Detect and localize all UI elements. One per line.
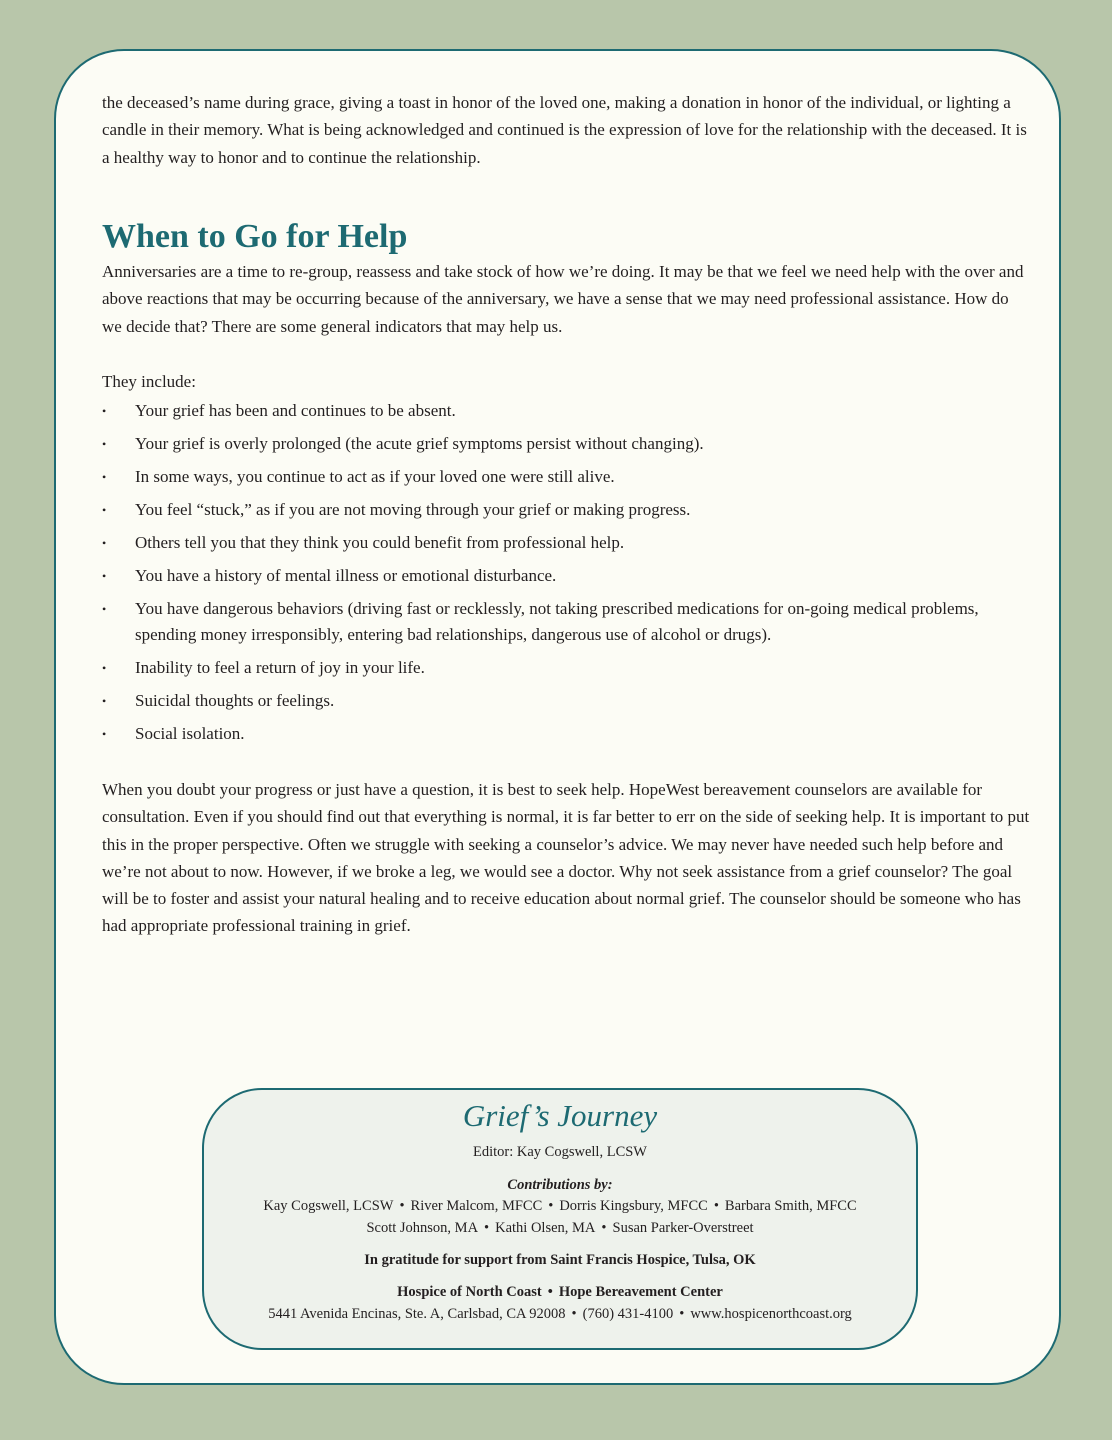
contributor-name: River Malcom, MFCC — [410, 1198, 543, 1214]
organization-line — [204, 1282, 916, 1302]
indicator-text: You have a history of mental illness or emotional disturbance. — [135, 566, 557, 585]
contributor-name: Barbara Smith, MFCC — [724, 1198, 857, 1214]
list-item — [102, 530, 1032, 556]
bullet-icon: • — [102, 602, 107, 616]
contact-line — [204, 1304, 916, 1324]
contributor-name: Kay Cogswell, LCSW — [263, 1198, 394, 1214]
indicator-text: Inability to feel a return of joy in your life. — [135, 658, 425, 677]
bullet-icon: • — [102, 661, 107, 675]
newsletter-credits-box — [202, 1088, 918, 1350]
indicator-text: You feel “stuck,” as if you are not moving through your grief or making progress. — [135, 500, 691, 519]
list-item — [102, 464, 1032, 490]
contributor-name: Scott Johnson, MA — [366, 1220, 479, 1236]
list-item — [102, 398, 1032, 424]
contributors-line-2 — [204, 1218, 916, 1238]
opening-section — [102, 89, 1032, 171]
contributor-name: Susan Parker-Overstreet — [612, 1220, 754, 1236]
include-label: They include: — [102, 372, 196, 391]
phone-number: (760) 431-4100 — [582, 1306, 674, 1322]
list-item — [102, 655, 1032, 681]
gratitude-note: In gratitude for support from Saint Francis Hospice, Tulsa, OK — [364, 1252, 756, 1268]
list-item — [102, 688, 1032, 714]
intro-section — [102, 258, 1032, 340]
organization-name: Hospice of North Coast — [397, 1284, 542, 1300]
indicator-text: You have dangerous behaviors (driving fast or recklessly, not taking prescribed medications for on-going medical problems, spending money irresponsibly, entering bad relationships, dangerous use of alcohol or drugs). — [135, 599, 979, 644]
separator-icon: • — [548, 1198, 554, 1214]
indicator-text: Suicidal thoughts or feelings. — [135, 691, 335, 710]
indicator-text: Others tell you that they think you could benefit from professional help. — [135, 533, 625, 552]
website-link[interactable]: www.hospicenorthcoast.org — [690, 1306, 852, 1322]
bullet-icon: • — [102, 569, 107, 583]
indicator-list — [102, 398, 1032, 754]
contributor-name: Dorris Kingsbury, MFCC — [559, 1198, 708, 1214]
list-item — [102, 497, 1032, 523]
separator-icon: • — [601, 1220, 607, 1236]
separator-icon: • — [547, 1284, 553, 1300]
bullet-icon: • — [102, 470, 107, 484]
editor-credit: Editor: Kay Cogswell, LCSW — [473, 1144, 647, 1160]
closing-section — [102, 776, 1032, 940]
bullet-icon: • — [102, 404, 107, 418]
contributor-name: Kathi Olsen, MA — [495, 1220, 596, 1236]
address: 5441 Avenida Encinas, Ste. A, Carlsbad, CA 92008 — [268, 1306, 566, 1322]
list-item — [102, 431, 1032, 457]
intro-paragraph: Anniversaries are a time to re-group, reassess and take stock of how we’re doing. It may be that we feel we need help with the over and above reactions that may be occurring because of the anniversary, we have a sense that we may need professional assistance. How do we decide that? There are some general indicators that may help us. — [102, 262, 1024, 336]
indicator-text: Social isolation. — [135, 724, 245, 743]
contributions-label: Contributions by: — [507, 1177, 613, 1193]
organization-name: Hope Bereavement Center — [558, 1284, 723, 1300]
separator-icon: • — [713, 1198, 719, 1214]
bullet-icon: • — [102, 727, 107, 741]
separator-icon: • — [484, 1220, 490, 1236]
indicator-text: Your grief is overly prolonged (the acute grief symptoms persist without changing). — [135, 434, 704, 453]
bullet-icon: • — [102, 536, 107, 550]
list-item — [102, 563, 1032, 589]
bullet-icon: • — [102, 437, 107, 451]
section-heading: When to Go for Help — [102, 218, 408, 255]
indicator-text: Your grief has been and continues to be absent. — [135, 401, 456, 420]
separator-icon: • — [399, 1198, 405, 1214]
list-item — [102, 721, 1032, 747]
separator-icon: • — [571, 1306, 577, 1322]
opening-paragraph: the deceased’s name during grace, giving a toast in honor of the loved one, making a donation in honor of the individual, or lighting a candle in their memory. What is being acknowledged and continued is the expression of love for the relationship with the deceased. It is a healthy way to honor and to continue the relationship. — [102, 93, 1027, 167]
indicator-text: In some ways, you continue to act as if your loved one were still alive. — [135, 467, 615, 486]
separator-icon: • — [679, 1306, 685, 1322]
page-card — [54, 49, 1061, 1385]
bullet-icon: • — [102, 503, 107, 517]
newsletter-title: Grief’s Journey — [462, 1098, 658, 1133]
contributors-line-1 — [204, 1196, 916, 1216]
list-item — [102, 596, 1032, 648]
bullet-icon: • — [102, 694, 107, 708]
closing-paragraph: When you doubt your progress or just have a question, it is best to seek help. HopeWest bereavement counselors are available for consultation. Even if you should find out that everything is normal, it is far better to err on the side of seeking help. It is important to put this in the proper perspective. Often we struggle with seeking a counselor’s advice. We may never have needed such help before and we’re not about to now. However, if we broke a leg, we would see a doctor. Why not seek assistance from a grief counselor? The goal will be to foster and assist your natural healing and to receive education about normal grief. The counselor should be someone who has had appropriate professional training in grief. — [102, 780, 1030, 936]
